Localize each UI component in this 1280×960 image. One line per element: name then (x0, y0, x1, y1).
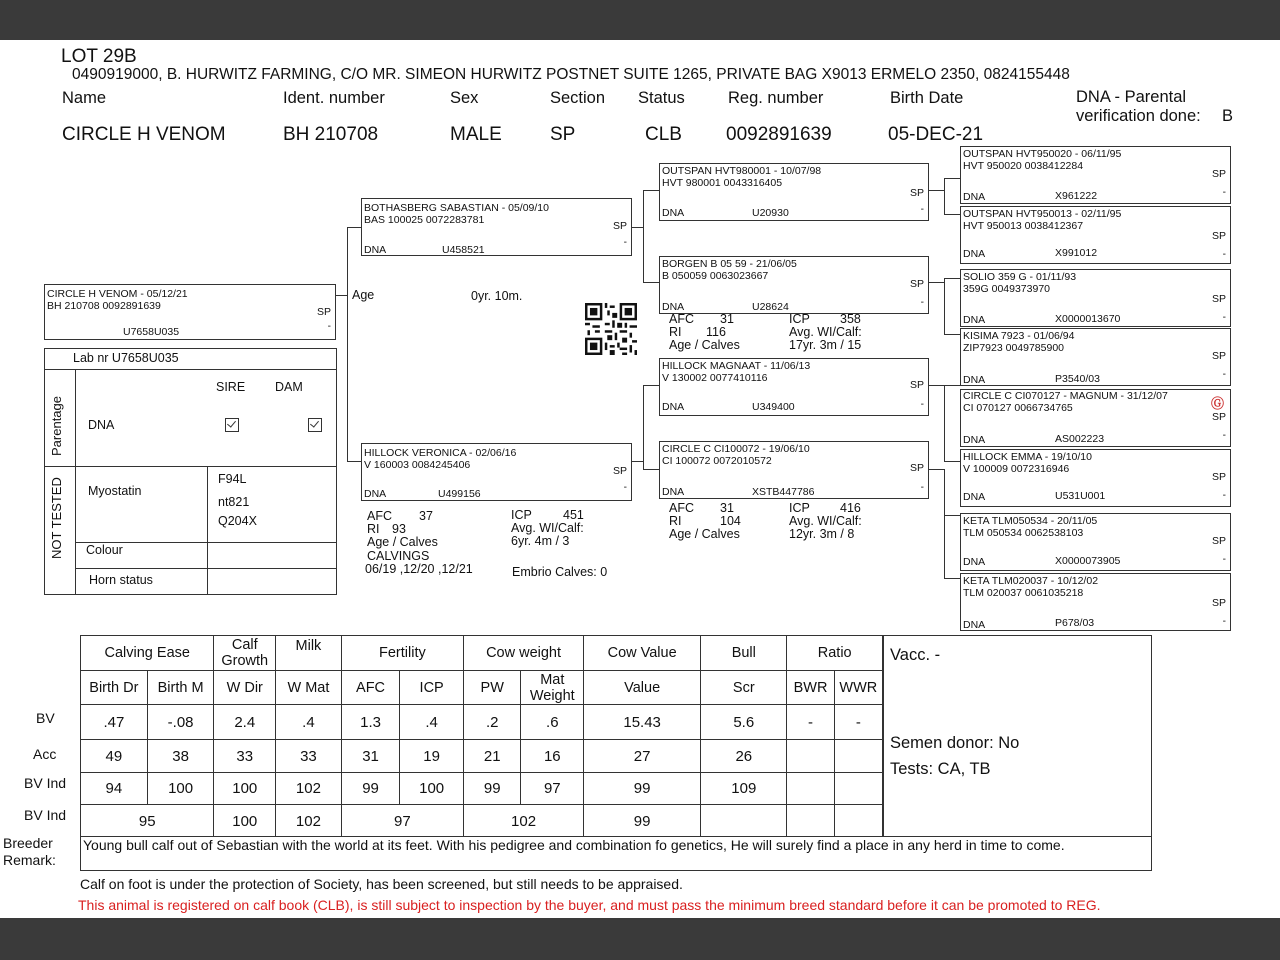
qr-code-icon (584, 303, 638, 355)
col-birth-m: Birth M (147, 671, 214, 705)
myostatin-f94l: F94L (218, 472, 247, 486)
dam-calvings-label: CALVINGS (367, 549, 430, 563)
header-ident: Ident. number (283, 89, 385, 107)
dam-calvings: 06/19 ,12/20 ,12/21 (365, 562, 473, 576)
parentage-label: Parentage (49, 396, 64, 456)
grandsire-maternal-box: HILLOCK MAGNAAT - 11/06/13 V 130002 0077410116 SP - DNA U349400 (659, 358, 929, 416)
group-fertility: Fertility (341, 636, 463, 671)
dam-icp: 451 (563, 508, 584, 522)
not-tested-label: NOT TESTED (49, 477, 64, 559)
animal-reg: 0092891639 (726, 124, 832, 145)
gp2-afc: 31 (720, 312, 734, 326)
top-bar (0, 0, 1280, 40)
group-cow-weight: Cow weight (463, 636, 583, 671)
col-pw: PW (463, 671, 521, 705)
registered-mark-icon: Ⓖ (1210, 396, 1224, 411)
dna-row-label: DNA (88, 418, 115, 432)
header-dna-2: verification done: (1076, 107, 1201, 125)
group-bull: Bull (701, 636, 787, 671)
col-afc: AFC (341, 671, 400, 705)
semen-donor: Semen donor: No (890, 734, 1020, 752)
gp4-ri: 104 (720, 514, 741, 528)
row-label-acc: Acc (33, 746, 57, 762)
animal-section: SP (550, 124, 576, 145)
gp4-afc-label: AFC (669, 501, 694, 515)
col-birth-dr: Birth Dr (81, 671, 148, 705)
sire-box: BOTHASBERG SABASTIAN - 05/09/10 BAS 100025 0072283781 SP - DNA U458521 (361, 198, 632, 256)
dam-ri: 93 (392, 522, 406, 536)
gp2-ri: 116 (706, 325, 726, 339)
myostatin-q204x: Q204X (218, 514, 257, 528)
header-section: Section (550, 89, 606, 107)
gp4-afc: 31 (720, 501, 734, 515)
age-value: 0yr. 10m. (471, 289, 523, 303)
header-name: Name (62, 89, 107, 107)
animal-name: CIRCLE H VENOM (62, 124, 226, 145)
group-milk: Milk (276, 636, 342, 671)
gp2-icp-label: ICP (789, 312, 810, 326)
gp4-icp-label: ICP (789, 501, 810, 515)
dam-afc: 37 (419, 509, 433, 523)
row-label-bv-ind: BV Ind (24, 775, 67, 791)
dam-embrio: Embrio Calves: 0 (512, 565, 608, 579)
ggp-box-6: HILLOCK EMMA - 19/10/10 V 100009 0072316946 SP - DNA U531U001 (960, 449, 1231, 507)
lot-number: LOT 29B (61, 46, 137, 67)
breeder-label: Breeder (3, 835, 53, 851)
col-scr: Scr (701, 671, 787, 705)
row-label-bv: BV (36, 710, 55, 726)
col-wwr: WWR (834, 671, 882, 705)
header-dna-value: B (1222, 107, 1234, 125)
group-ratio: Ratio (787, 636, 883, 671)
owner-line: 0490919000, B. HURWITZ FARMING, C/O MR. SIMEON HURWITZ POSTNET SUITE 1265, PRIVATE BAG X9013 ERMELO 2350, 0824155448 (72, 66, 1070, 83)
vacc-box (883, 635, 1152, 837)
ggp-box-4: KISIMA 7923 - 01/06/94 ZIP7923 0049785900 SP - DNA P3540/03 (960, 328, 1231, 386)
gp4-age-label: Age / Calves (669, 527, 740, 541)
col-bwr: BWR (787, 671, 834, 705)
row-label-bv-ind-2: BV Ind (24, 807, 67, 823)
granddam-paternal-box: BORGEN B 05 59 - 21/06/05 B 050059 0063023667 SP - DNA U28624 (659, 256, 929, 314)
bv-table: Calving Ease Calf Growth Milk Fertility Cow weight Cow Value Bull Ratio Birth Dr Birth M W Dir W Mat AFC ICP PW Mat Weight Value Scr BWR WWR .47 -.08 2.4 .4 1.3 .4 .2 .6 15.43 5.6 - - 49 38 33 33 31 19 21 16 27 26 94 100 100 102 99 100 99 97 99 109 95 100 102 97 102 99 (80, 635, 883, 838)
vacc: Vacc. - (890, 646, 941, 664)
dam-icp-label: ICP (511, 508, 532, 522)
group-cow-value: Cow Value (584, 636, 701, 671)
horn-status-label: Horn status (89, 573, 153, 587)
ggp-box-8: KETA TLM020037 - 10/12/02 TLM 020037 0061035218 SP - DNA P678/03 (960, 573, 1231, 631)
ggp-box-5: CIRCLE C CI070127 - MAGNUM - 31/12/07 CI 070127 0066734765 Ⓖ SP - DNA AS002223 (960, 389, 1231, 447)
col-w-dir: W Dir (214, 671, 276, 705)
animal-birth: 05-DEC-21 (888, 124, 984, 145)
animal-ident: BH 210708 (283, 124, 379, 145)
gp2-ri-label: RI (669, 325, 682, 339)
header-birth: Birth Date (890, 89, 964, 107)
header-sex: Sex (450, 89, 479, 107)
dam-age-label: Age / Calves (367, 535, 438, 549)
dam-age: 6yr. 4m / 3 (511, 534, 570, 548)
sire-col-label: SIRE (216, 380, 246, 394)
ggp-box-1: OUTSPAN HVT950020 - 06/11/95 HVT 950020 0038412284 SP - DNA X961222 (960, 146, 1231, 204)
ggp-box-3: SOLIO 359 G - 01/11/93 359G 0049373970 SP - DNA X0000013670 (960, 269, 1231, 327)
animal-status: CLB (645, 124, 682, 145)
sire-dna-checkbox-icon (225, 418, 239, 432)
grandsire-paternal-box: OUTSPAN HVT980001 - 10/07/98 HVT 980001 0043316405 SP - DNA U20930 (659, 163, 929, 221)
dam-afc-label: AFC (367, 509, 392, 523)
dam-ri-label: RI (367, 522, 380, 536)
breeder-remark-box (80, 836, 1152, 871)
col-value: Value (584, 671, 701, 705)
group-calving-ease: Calving Ease (81, 636, 214, 671)
col-w-mat: W Mat (276, 671, 342, 705)
gp2-avg-label: Avg. WI/Calf: (789, 325, 862, 339)
col-icp: ICP (400, 671, 464, 705)
dam-avg-label: Avg. WI/Calf: (511, 521, 584, 535)
lab-nr: Lab nr U7658U035 (73, 351, 179, 365)
bottom-bar (0, 918, 1280, 960)
tests: Tests: CA, TB (890, 760, 991, 778)
myostatin-nt821: nt821 (218, 495, 250, 509)
dam-col-label: DAM (275, 380, 303, 394)
ggp-box-7: KETA TLM050534 - 20/11/05 TLM 050534 0062538103 SP - DNA X0000073905 (960, 513, 1231, 571)
breeder-remark: Young bull calf out of Sebastian with the world at its feet. With his pedigree and combination fo genetics, He will surely find a place in any herd in time to come. (83, 837, 1065, 853)
granddam-maternal-box: CIRCLE C CI100072 - 19/06/10 CI 100072 0072010572 SP - DNA XSTB447786 (659, 441, 929, 499)
group-calf-growth: Calf Growth (214, 636, 276, 671)
note-clb-warning: This animal is registered on calf book (CLB), is still subject to inspection by the buyer, and must pass the minimum breed standard before it can be promoted to REG. (78, 897, 1101, 913)
ggp-box-2: OUTSPAN HVT950013 - 02/11/95 HVT 950013 0038412367 SP - DNA X991012 (960, 206, 1231, 264)
gp4-icp: 416 (840, 501, 861, 515)
animal-sex: MALE (450, 124, 502, 145)
gp2-icp: 358 (840, 312, 861, 326)
gp4-avg-label: Avg. WI/Calf: (789, 514, 862, 528)
remark-label: Remark: (3, 852, 56, 868)
dam-box: HILLOCK VERONICA - 02/06/16 V 160003 0084245406 SP - DNA U499156 (361, 443, 632, 501)
header-reg: Reg. number (728, 89, 824, 107)
colour-label: Colour (86, 543, 123, 557)
gp2-age: 17yr. 3m / 15 (789, 338, 862, 352)
dam-dna-checkbox-icon (308, 418, 322, 432)
header-dna-1: DNA - Parental (1076, 88, 1187, 106)
age-label: Age (352, 288, 375, 302)
header-status: Status (638, 89, 685, 107)
gp2-age-label: Age / Calves (669, 338, 740, 352)
myostatin-label: Myostatin (88, 484, 142, 498)
self-box: CIRCLE H VENOM - 05/12/21 BH 210708 0092891639 SP - U7658U035 (44, 284, 336, 340)
gp4-age: 12yr. 3m / 8 (789, 527, 855, 541)
col-mat-weight: Mat Weight (521, 671, 584, 705)
note-society: Calf on foot is under the protection of Society, has been screened, but still needs to be appraised. (80, 876, 683, 892)
gp4-ri-label: RI (669, 514, 682, 528)
gp2-afc-label: AFC (669, 312, 694, 326)
